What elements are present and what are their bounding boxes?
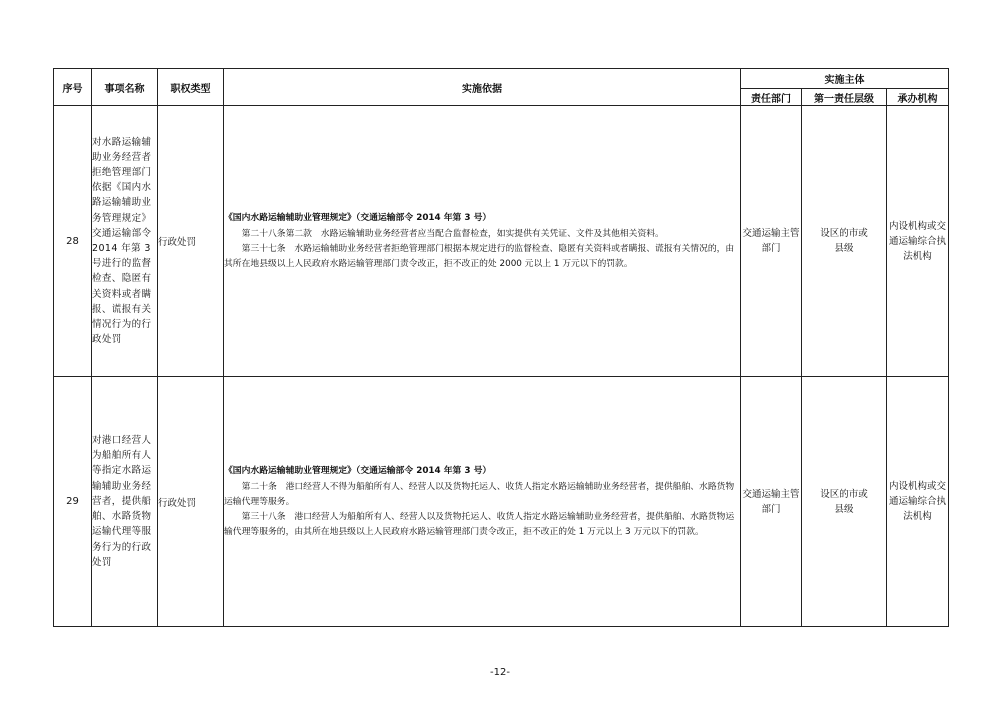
row-seq: 28	[54, 106, 92, 377]
row-level: 设区的市或县级	[802, 106, 887, 377]
header-power-type: 职权类型	[158, 69, 224, 106]
table-row	[54, 377, 949, 627]
row-item-name: 对水路运输辅助业务经营者拒绝管理部门依据《国内水路运输辅助业务管理规定》交通运输部令 2014 年第 3 号进行的监督检查、隐匿有关资料或者瞒 报、谎报有关情况行为的行政处罚	[92, 106, 158, 377]
header-org: 承办机构	[887, 89, 949, 106]
page-number: -12-	[490, 667, 510, 678]
header-subject: 实施主体	[741, 69, 949, 89]
row-seq: 29	[54, 377, 92, 627]
header-item-name: 事项名称	[92, 69, 158, 106]
row-dept: 交通运输主管部门	[741, 106, 802, 377]
row-power-type: 行政处罚	[158, 377, 224, 627]
header-row-top	[54, 69, 949, 89]
law-title: 《国内水路运输辅助业管理规定》（交通运输部令 2014 年第 3 号）	[224, 465, 492, 476]
row-item-name: 对港口经营人为船舶所有人等指定水路运输辅助业务经营者，提供船舶、水路货物运输代理等服务行为的行政处罚	[92, 377, 158, 627]
law-clause: 第二十八条第二款 水路运输辅助业务经营者应当配合监督检查，如实提供有关凭证、文件及其他相关资料。	[241, 228, 664, 239]
row-level: 设区的市或县级	[802, 377, 887, 627]
row-basis	[224, 106, 741, 377]
law-clause: 第三十八条 港口经营人为船舶所有人、经营人以及货物托运人、收货人指定水路运输辅助业务经营者，提供船舶、水路货物运输代理等服务的，由其所在地县级以上人民政府水路运输管理部门责令改正，拒不改正的处 1 万元以上 3 万元以下的罚款。	[224, 511, 735, 537]
table-row	[54, 106, 949, 377]
law-title: 《国内水路运输辅助业管理规定》（交通运输部令 2014 年第 3 号）	[224, 212, 492, 223]
header-basis: 实施依据	[224, 69, 741, 106]
row-org: 内设机构或交通运输综合执法机构	[887, 106, 949, 377]
header-seq: 序号	[54, 69, 92, 106]
row-basis	[224, 377, 741, 627]
header-level: 第一责任层级	[802, 89, 887, 106]
header-dept: 责任部门	[741, 89, 802, 106]
row-power-type: 行政处罚	[158, 106, 224, 377]
row-dept: 交通运输主管部门	[741, 377, 802, 627]
law-clause: 第三十七条 水路运输辅助业务经营者拒绝管理部门根据本规定进行的监督检查、隐匿有关资料或者瞒报、谎报有关情况的，由其所在地县级以上人民政府水路运输管理部门责令改正，拒不改正的处 2000 元以上 1 万元以下的罚款。	[224, 243, 735, 269]
power-list-table	[53, 68, 949, 627]
law-clause: 第二十条 港口经营人不得为船舶所有人、经营人以及货物托运人、收货人指定水路运输辅助业务经营者，提供船舶、水路货物运输代理等服务。	[224, 481, 735, 507]
row-org: 内设机构或交通运输综合执法机构	[887, 377, 949, 627]
